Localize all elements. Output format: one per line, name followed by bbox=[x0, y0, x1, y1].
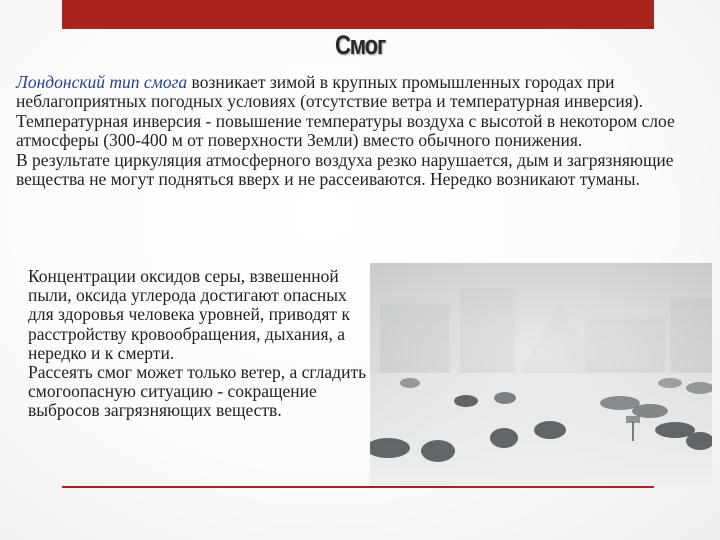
smog-photo bbox=[370, 263, 712, 485]
bottom-accent-rule bbox=[62, 486, 654, 488]
intro-paragraph bbox=[16, 73, 706, 112]
smog-photo-illustration bbox=[370, 263, 712, 485]
slide-title: Смог bbox=[335, 30, 385, 60]
intro-text: возникает зимой в крупных промышленных городах при неблагоприятных погодных условиях (отсутствие ветра и температурная инверсия). bbox=[16, 72, 643, 112]
top-accent-bar bbox=[62, 0, 654, 29]
main-text-block bbox=[16, 73, 706, 189]
smog-dispersal-paragraph: Рассеять смог может только ветер, а сгладить смогоопасную ситуацию - сокращение выбросов загрязняющих веществ. bbox=[28, 362, 367, 421]
smog-type-term: Лондонский тип смога bbox=[16, 72, 188, 92]
circulation-consequence: В результате циркуляция атмосферного воздуха резко нарушается, дым и загрязняющие вещества не могут подняться вверх и не рассеиваются. Нередко возникают туманы. bbox=[16, 149, 674, 190]
side-text-block bbox=[28, 267, 368, 421]
inversion-definition: Температурная инверсия - повышение температуры воздуха с высотой в некотором слое атмосферы (300-400 м от поверхности Земли) вместо обычного понижения. bbox=[16, 110, 675, 151]
health-effects-paragraph: Концентрации оксидов серы, взвешенной пыли, оксида углерода достигают опасных для здоровья человека уровней, приводят к расстройству кровообращения, дыхания, а нередко и к смерти. bbox=[28, 266, 350, 363]
